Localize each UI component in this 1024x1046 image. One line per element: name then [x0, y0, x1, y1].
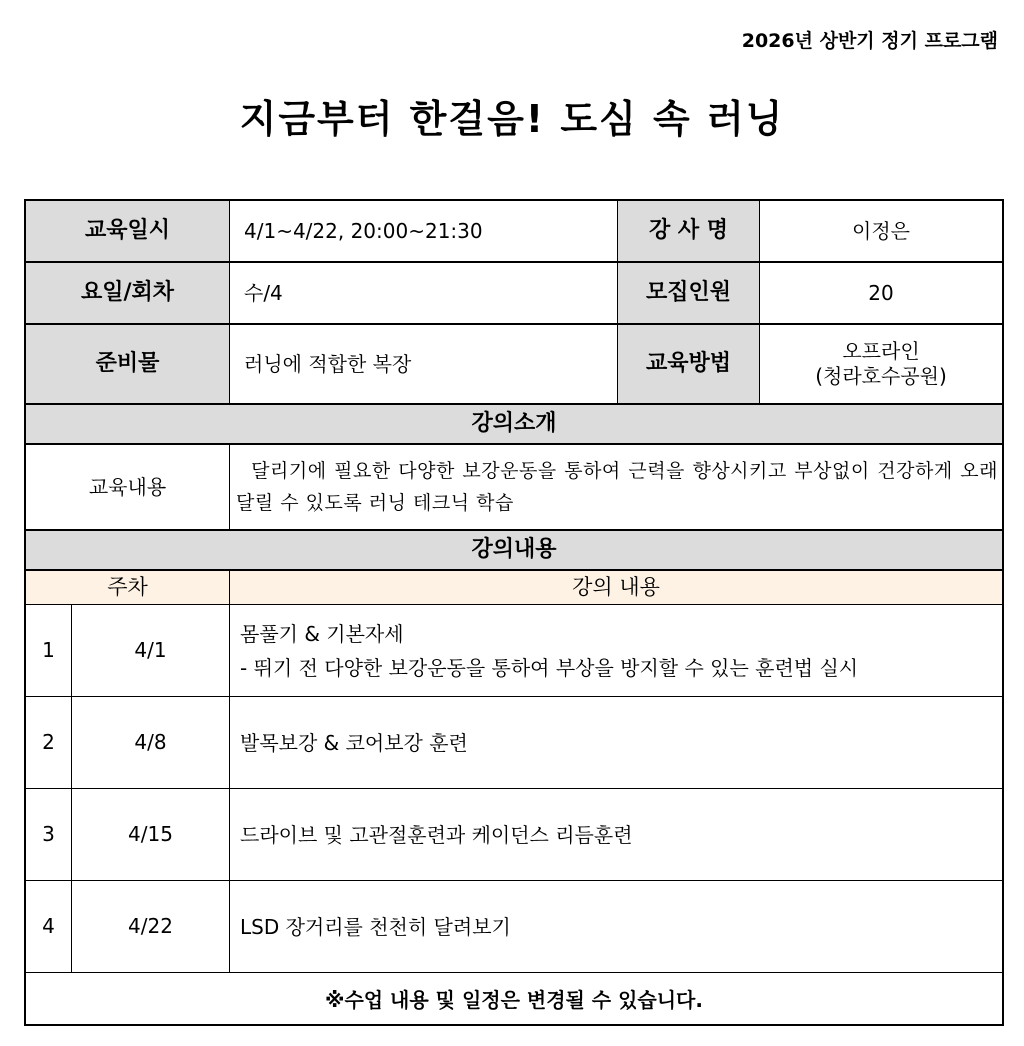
week-content-line1: 드라이브 및 고관절훈련과 케이던스 리듬훈련 [240, 822, 633, 847]
week-content-line1: LSD 장거리를 천천히 달려보기 [240, 914, 511, 939]
week-date: 4/1 [72, 605, 230, 697]
intro-section-title: 강의소개 [26, 405, 1002, 445]
week-number: 4 [26, 881, 72, 973]
page-title: 지금부터 한걸음! 도심 속 러닝 [239, 97, 785, 141]
materials-value: 러닝에 적합한 복장 [230, 325, 618, 405]
change-notice: ※수업 내용 및 일정은 변경될 수 있습니다. [325, 988, 703, 1012]
week-date: 4/15 [72, 789, 230, 881]
course-table [24, 199, 1004, 1026]
week-number: 2 [26, 697, 72, 789]
program-label: 2026년 상반기 정기 프로그램 [741, 30, 998, 52]
method-value [760, 325, 1002, 405]
week-content-line1: 몸풀기 & 기본자세 [240, 621, 404, 646]
content-text: 달리기에 필요한 다양한 보강운동을 통하여 근력을 향상시키고 부상없이 건강하게 오래 달릴 수 있도록 러닝 테크닉 학습 [230, 445, 1002, 531]
week-content-line1: 발목보강 & 코어보강 훈련 [240, 730, 468, 755]
method-value-line2: (청라호수공원) [815, 364, 947, 388]
curriculum-section-title: 강의내용 [26, 531, 1002, 571]
schedule-value: 4/1~4/22, 20:00~21:30 [230, 201, 618, 263]
days-label: 요일/회차 [26, 263, 230, 325]
week-header: 주차 [26, 571, 230, 605]
content-label: 교육내용 [26, 445, 230, 531]
week-date: 4/22 [72, 881, 230, 973]
week-content-line2: - 뛰기 전 다양한 보강운동을 통하여 부상을 방지할 수 있는 훈련법 실시 [240, 655, 859, 680]
capacity-label: 모집인원 [618, 263, 760, 325]
week-content [230, 789, 1002, 881]
content-header: 강의 내용 [230, 571, 1002, 605]
instructor-value: 이정은 [760, 201, 1002, 263]
schedule-label: 교육일시 [26, 201, 230, 263]
week-content [230, 605, 1002, 697]
capacity-value: 20 [760, 263, 1002, 325]
week-date: 4/8 [72, 697, 230, 789]
week-number: 3 [26, 789, 72, 881]
week-content [230, 697, 1002, 789]
method-label: 교육방법 [618, 325, 760, 405]
week-number: 1 [26, 605, 72, 697]
week-content [230, 881, 1002, 973]
instructor-label: 강 사 명 [618, 201, 760, 263]
materials-label: 준비물 [26, 325, 230, 405]
days-value: 수/4 [230, 263, 618, 325]
method-value-line1: 오프라인 [842, 339, 920, 363]
